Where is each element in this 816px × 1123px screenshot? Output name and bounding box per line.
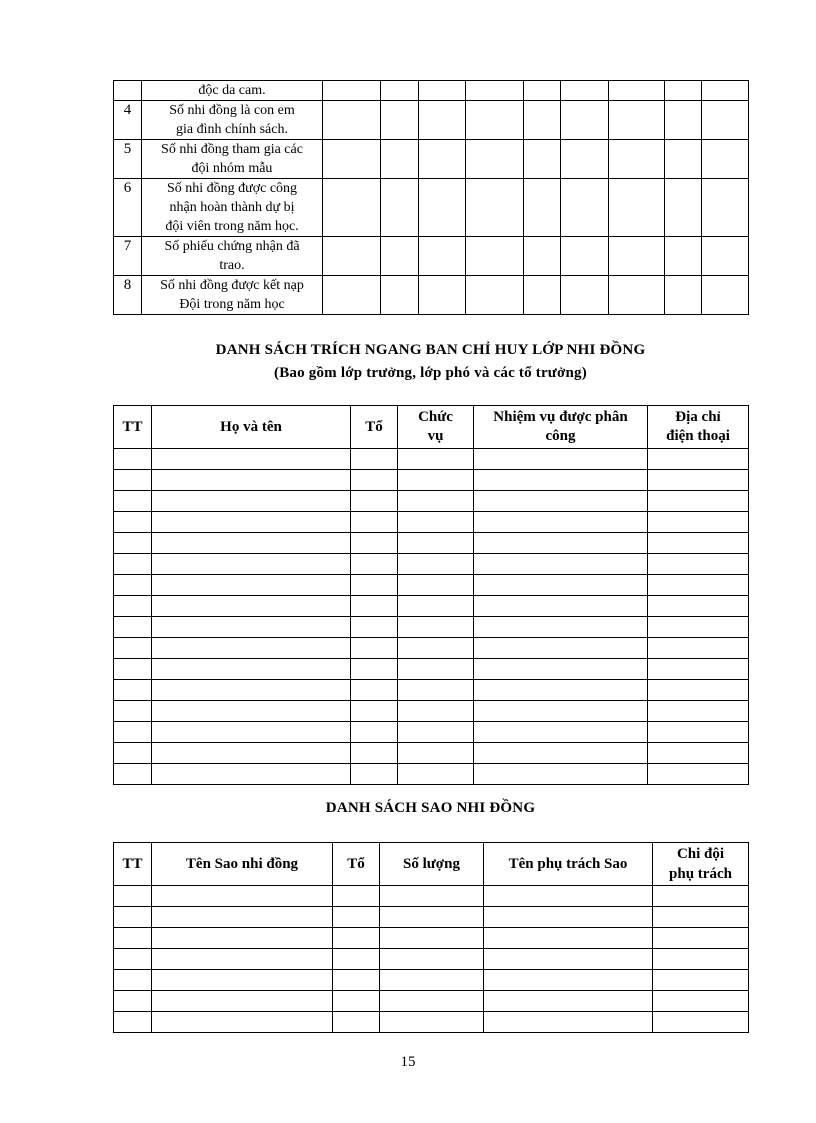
empty-cell	[474, 491, 648, 512]
empty-cell	[152, 554, 351, 575]
empty-cell	[114, 722, 152, 743]
empty-cell	[152, 970, 333, 991]
empty-cell	[653, 928, 749, 949]
stats-value-cell	[609, 276, 665, 315]
stats-value-cell	[561, 179, 609, 237]
commander-table-row	[114, 449, 749, 470]
empty-cell	[484, 886, 653, 907]
empty-cell	[474, 638, 648, 659]
empty-cell	[474, 470, 648, 491]
header-address: Địa chỉ điện thoại	[648, 406, 749, 449]
stats-row-description: Số nhi đồng được công nhận hoàn thành dự bị đội viên trong năm học.	[142, 179, 323, 237]
stats-value-cell	[381, 140, 419, 179]
empty-cell	[648, 512, 749, 533]
empty-cell	[114, 907, 152, 928]
empty-cell	[351, 617, 398, 638]
empty-cell	[351, 743, 398, 764]
page-number: 15	[400, 1054, 416, 1070]
stats-value-cell	[381, 81, 419, 101]
empty-cell	[380, 928, 484, 949]
empty-cell	[648, 638, 749, 659]
empty-cell	[152, 743, 351, 764]
stats-row-description: Số phiếu chứng nhận đã trao.	[142, 237, 323, 276]
header-star-name: Tên Sao nhi đồng	[152, 843, 333, 886]
stats-value-cell	[381, 101, 419, 140]
empty-cell	[152, 1012, 333, 1033]
star-table-row	[114, 991, 749, 1012]
stats-value-cell	[381, 276, 419, 315]
stats-value-cell	[524, 81, 561, 101]
empty-cell	[398, 743, 474, 764]
header-name: Họ và tên	[152, 406, 351, 449]
header-unit: Chi đội phụ trách	[653, 843, 749, 886]
empty-cell	[648, 554, 749, 575]
stats-value-cell	[702, 101, 749, 140]
empty-cell	[648, 764, 749, 785]
commander-table-row	[114, 743, 749, 764]
stats-value-cell	[665, 237, 702, 276]
empty-cell	[114, 512, 152, 533]
empty-cell	[152, 928, 333, 949]
header-group: Tổ	[333, 843, 380, 886]
star-table-row	[114, 1012, 749, 1033]
empty-cell	[648, 596, 749, 617]
stats-value-cell	[419, 140, 466, 179]
empty-cell	[484, 991, 653, 1012]
stats-value-cell	[561, 276, 609, 315]
empty-cell	[114, 743, 152, 764]
stats-value-cell	[323, 276, 381, 315]
empty-cell	[380, 1012, 484, 1033]
header-position: Chức vụ	[398, 406, 474, 449]
commander-table-row	[114, 701, 749, 722]
star-table-row	[114, 907, 749, 928]
header-group: Tổ	[351, 406, 398, 449]
empty-cell	[648, 701, 749, 722]
empty-cell	[398, 449, 474, 470]
empty-cell	[351, 575, 398, 596]
stats-value-cell	[609, 81, 665, 101]
commander-table-row	[114, 617, 749, 638]
empty-cell	[653, 907, 749, 928]
empty-cell	[474, 554, 648, 575]
empty-cell	[114, 659, 152, 680]
stats-row	[114, 237, 749, 276]
empty-cell	[398, 596, 474, 617]
stats-row	[114, 179, 749, 237]
stats-value-cell	[561, 101, 609, 140]
empty-cell	[474, 617, 648, 638]
stats-value-cell	[419, 101, 466, 140]
stats-value-cell	[419, 237, 466, 276]
empty-cell	[114, 701, 152, 722]
stats-value-cell	[419, 276, 466, 315]
commander-table-row	[114, 575, 749, 596]
stats-value-cell	[466, 237, 524, 276]
empty-cell	[351, 470, 398, 491]
empty-cell	[152, 722, 351, 743]
empty-cell	[333, 970, 380, 991]
star-table-row	[114, 949, 749, 970]
stats-value-cell	[702, 140, 749, 179]
empty-cell	[114, 1012, 152, 1033]
stats-value-cell	[323, 140, 381, 179]
empty-cell	[114, 638, 152, 659]
empty-cell	[653, 886, 749, 907]
stats-value-cell	[524, 179, 561, 237]
stats-row-description: Số nhi đồng tham gia các đội nhóm mẫu	[142, 140, 323, 179]
empty-cell	[653, 991, 749, 1012]
empty-cell	[653, 949, 749, 970]
stats-row-number: 6	[114, 179, 142, 237]
empty-cell	[474, 533, 648, 554]
stats-row-description: Số nhi đồng được kết nạp Đội trong năm học	[142, 276, 323, 315]
empty-cell	[398, 659, 474, 680]
stats-value-cell	[524, 237, 561, 276]
empty-cell	[152, 596, 351, 617]
empty-cell	[351, 596, 398, 617]
empty-cell	[152, 907, 333, 928]
empty-cell	[474, 449, 648, 470]
empty-cell	[398, 554, 474, 575]
empty-cell	[648, 659, 749, 680]
header-quantity: Số lượng	[380, 843, 484, 886]
empty-cell	[474, 743, 648, 764]
empty-cell	[152, 701, 351, 722]
empty-cell	[398, 512, 474, 533]
empty-cell	[474, 722, 648, 743]
commander-table-header	[114, 406, 749, 449]
star-table-row	[114, 970, 749, 991]
empty-cell	[114, 949, 152, 970]
stats-row	[114, 101, 749, 140]
empty-cell	[333, 907, 380, 928]
stats-value-cell	[665, 179, 702, 237]
stats-value-cell	[524, 276, 561, 315]
empty-cell	[114, 575, 152, 596]
empty-cell	[398, 722, 474, 743]
empty-cell	[648, 575, 749, 596]
empty-cell	[351, 449, 398, 470]
stats-row	[114, 140, 749, 179]
stats-value-cell	[561, 81, 609, 101]
empty-cell	[114, 554, 152, 575]
empty-cell	[114, 886, 152, 907]
empty-cell	[380, 907, 484, 928]
empty-cell	[114, 970, 152, 991]
empty-cell	[333, 886, 380, 907]
empty-cell	[398, 638, 474, 659]
empty-cell	[380, 991, 484, 1012]
empty-cell	[474, 575, 648, 596]
empty-cell	[648, 680, 749, 701]
star-table-row	[114, 886, 749, 907]
commander-table-row	[114, 764, 749, 785]
empty-cell	[152, 512, 351, 533]
stats-value-cell	[561, 140, 609, 179]
empty-cell	[474, 596, 648, 617]
empty-cell	[648, 617, 749, 638]
empty-cell	[648, 533, 749, 554]
statistics-table	[113, 80, 749, 315]
stats-value-cell	[702, 237, 749, 276]
commander-table-row	[114, 533, 749, 554]
stats-value-cell	[524, 140, 561, 179]
empty-cell	[152, 533, 351, 554]
empty-cell	[152, 886, 333, 907]
empty-cell	[398, 764, 474, 785]
empty-cell	[474, 659, 648, 680]
stats-value-cell	[323, 81, 381, 101]
empty-cell	[114, 596, 152, 617]
empty-cell	[380, 886, 484, 907]
empty-cell	[152, 449, 351, 470]
empty-cell	[648, 743, 749, 764]
empty-cell	[484, 1012, 653, 1033]
empty-cell	[474, 701, 648, 722]
star-section-title: DANH SÁCH SAO NHI ĐỒNG	[325, 800, 536, 816]
commander-table-row	[114, 512, 749, 533]
commander-table	[113, 405, 749, 785]
empty-cell	[152, 491, 351, 512]
empty-cell	[398, 470, 474, 491]
stats-value-cell	[419, 179, 466, 237]
empty-cell	[398, 491, 474, 512]
stats-value-cell	[381, 179, 419, 237]
empty-cell	[152, 659, 351, 680]
stats-value-cell	[702, 81, 749, 101]
stats-row-number: 4	[114, 101, 142, 140]
empty-cell	[152, 575, 351, 596]
stats-row-number: 7	[114, 237, 142, 276]
empty-cell	[351, 680, 398, 701]
commander-table-row	[114, 491, 749, 512]
commander-table-row	[114, 470, 749, 491]
stats-value-cell	[466, 81, 524, 101]
empty-cell	[484, 970, 653, 991]
header-tt: TT	[114, 843, 152, 886]
empty-cell	[398, 575, 474, 596]
stats-value-cell	[665, 101, 702, 140]
stats-value-cell	[609, 101, 665, 140]
empty-cell	[114, 533, 152, 554]
empty-cell	[484, 949, 653, 970]
empty-cell	[333, 991, 380, 1012]
stats-value-cell	[381, 237, 419, 276]
empty-cell	[152, 991, 333, 1012]
star-table-row	[114, 928, 749, 949]
empty-cell	[653, 970, 749, 991]
empty-cell	[152, 470, 351, 491]
stats-value-cell	[323, 237, 381, 276]
empty-cell	[398, 701, 474, 722]
stats-row-description: độc da cam.	[142, 81, 323, 101]
stats-value-cell	[665, 81, 702, 101]
empty-cell	[484, 907, 653, 928]
stats-value-cell	[609, 179, 665, 237]
empty-cell	[114, 764, 152, 785]
stats-row-number: 5	[114, 140, 142, 179]
empty-cell	[484, 928, 653, 949]
stats-row	[114, 276, 749, 315]
empty-cell	[398, 617, 474, 638]
stats-row-description: Số nhi đồng là con em gia đình chính sách.	[142, 101, 323, 140]
empty-cell	[474, 512, 648, 533]
empty-cell	[474, 680, 648, 701]
empty-cell	[351, 638, 398, 659]
stats-value-cell	[702, 276, 749, 315]
stats-value-cell	[466, 140, 524, 179]
stats-value-cell	[323, 101, 381, 140]
stats-value-cell	[524, 101, 561, 140]
empty-cell	[351, 701, 398, 722]
star-table-header	[114, 843, 749, 886]
empty-cell	[648, 722, 749, 743]
empty-cell	[351, 764, 398, 785]
empty-cell	[333, 949, 380, 970]
empty-cell	[398, 680, 474, 701]
empty-cell	[333, 1012, 380, 1033]
stats-value-cell	[702, 179, 749, 237]
header-tt: TT	[114, 406, 152, 449]
commander-table-row	[114, 554, 749, 575]
empty-cell	[114, 680, 152, 701]
commander-section-title: DANH SÁCH TRÍCH NGANG BAN CHỈ HUY LỚP NHI ĐỒNG	[215, 342, 646, 358]
commander-table-row	[114, 722, 749, 743]
empty-cell	[351, 512, 398, 533]
empty-cell	[398, 533, 474, 554]
stats-value-cell	[419, 81, 466, 101]
empty-cell	[152, 617, 351, 638]
empty-cell	[648, 470, 749, 491]
stats-value-cell	[609, 237, 665, 276]
empty-cell	[351, 659, 398, 680]
empty-cell	[114, 470, 152, 491]
empty-cell	[114, 491, 152, 512]
commander-table-row	[114, 680, 749, 701]
header-leader: Tên phụ trách Sao	[484, 843, 653, 886]
commander-table-row	[114, 638, 749, 659]
header-task: Nhiệm vụ được phân công	[474, 406, 648, 449]
stats-value-cell	[665, 140, 702, 179]
empty-cell	[152, 638, 351, 659]
empty-cell	[333, 928, 380, 949]
empty-cell	[351, 533, 398, 554]
empty-cell	[114, 449, 152, 470]
stats-value-cell	[665, 276, 702, 315]
stats-value-cell	[323, 179, 381, 237]
empty-cell	[114, 991, 152, 1012]
commander-table-row	[114, 659, 749, 680]
empty-cell	[152, 764, 351, 785]
empty-cell	[648, 449, 749, 470]
stats-value-cell	[466, 179, 524, 237]
stats-row-number	[114, 81, 142, 101]
star-table	[113, 842, 749, 1033]
empty-cell	[474, 764, 648, 785]
empty-cell	[380, 970, 484, 991]
empty-cell	[648, 491, 749, 512]
empty-cell	[351, 554, 398, 575]
empty-cell	[114, 617, 152, 638]
empty-cell	[351, 722, 398, 743]
empty-cell	[653, 1012, 749, 1033]
empty-cell	[152, 949, 333, 970]
stats-value-cell	[561, 237, 609, 276]
empty-cell	[351, 491, 398, 512]
stats-value-cell	[609, 140, 665, 179]
stats-value-cell	[466, 101, 524, 140]
commander-table-row	[114, 596, 749, 617]
stats-row	[114, 81, 749, 101]
stats-row-number: 8	[114, 276, 142, 315]
empty-cell	[380, 949, 484, 970]
empty-cell	[114, 928, 152, 949]
stats-value-cell	[466, 276, 524, 315]
commander-section-subtitle: (Bao gồm lớp trưởng, lớp phó và các tổ trưởng)	[274, 365, 587, 381]
empty-cell	[152, 680, 351, 701]
